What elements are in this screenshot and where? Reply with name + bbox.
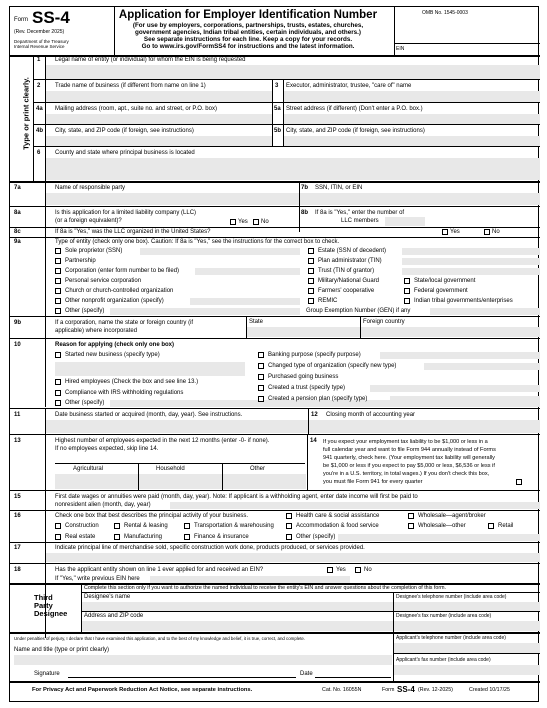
designee-address-input[interactable] [82, 621, 393, 631]
entity-option: Church or church-controlled organization [65, 288, 174, 294]
line18-yes-checkbox[interactable] [327, 567, 333, 573]
line9b-state-input[interactable] [247, 327, 360, 337]
line5b-label: City, state, and ZIP code (if foreign, see instructions) [286, 128, 425, 134]
activity-option: Transportation & warehousing [194, 523, 274, 529]
reason-option: Purchased going business [268, 374, 339, 380]
line8b-label-1: If 8a is "Yes," enter the number of [315, 210, 405, 216]
footer-rev: (Rev. 12-2025) [418, 687, 453, 693]
form-subtitle-2: government agencies, Indian tribal entities, certain individuals, and others.) [134, 29, 362, 36]
omb-number: OMB No. 1545-0003 [422, 10, 468, 16]
dept-line1: Department of the Treasury [14, 39, 69, 44]
designee-heading: Designee [34, 609, 68, 618]
entity-tribal-checkbox[interactable] [404, 298, 410, 304]
entity-option: Federal government [414, 288, 468, 294]
reason-purchased-checkbox[interactable] [258, 374, 264, 380]
line18-label-2: If "Yes," write previous EIN here [55, 576, 140, 582]
activity-retail-checkbox[interactable] [488, 523, 494, 529]
employees-household-input[interactable] [139, 474, 222, 489]
entity-federal-checkbox[interactable] [404, 288, 410, 294]
activity-option: Health care & social assistance [296, 513, 380, 519]
cat-number: Cat. No. 16055N [322, 687, 362, 693]
form-number: SS-4 [32, 8, 70, 27]
line14-text: If you expect your employment tax liability to be $1,000 or less in a [323, 439, 488, 445]
form944-checkbox[interactable] [516, 479, 522, 485]
designee-heading: Third [34, 593, 53, 602]
entity-nonprofit-checkbox[interactable] [55, 298, 61, 304]
activity-option: Retail [498, 523, 514, 529]
line13-label-1: Highest number of employees expected in the next 12 months (enter -0- if none). [55, 438, 270, 444]
form-subtitle-3: See separate instructions for each line. Keep a copy for your records. [143, 36, 353, 43]
line4a-input[interactable] [46, 114, 272, 124]
line9b-foreign-input[interactable] [361, 327, 540, 337]
reason-compliance-checkbox[interactable] [55, 390, 61, 396]
employees-other-input[interactable] [223, 474, 306, 489]
line15-label-2: nonresident alien (month, day, year) [55, 502, 151, 508]
line16-label: Check one box that best describes the principal activity of your business. [55, 513, 249, 519]
activity-option: Finance & insurance [194, 534, 249, 540]
entity-state-gov-checkbox[interactable] [404, 278, 410, 284]
designee-fax-label: Designee's fax number (include area code) [396, 613, 492, 619]
dept-line2: Internal Revenue Service [14, 44, 65, 49]
entity-option: Sole proprietor (SSN) [65, 248, 123, 254]
line15-input[interactable] [170, 502, 540, 509]
line6-input[interactable] [46, 158, 540, 180]
line17-input[interactable] [46, 553, 540, 562]
designee-heading: Party [34, 601, 53, 610]
form-label: Form [14, 17, 28, 23]
line9b-label-2: applicable) where incorporated [55, 328, 138, 334]
line8a-yes-label: Yes [238, 219, 248, 225]
entity-option: REMIC [318, 298, 338, 304]
activity-option: Rental & leasing [124, 523, 168, 529]
entity-psc-checkbox[interactable] [55, 278, 61, 284]
activity-option: Construction [65, 523, 99, 529]
line5a-input[interactable] [284, 114, 540, 124]
reason-new-business-checkbox[interactable] [55, 352, 61, 358]
entity-military-checkbox[interactable] [308, 278, 314, 284]
line3-label: Executor, administrator, trustee, "care of" name [286, 83, 412, 89]
activity-rental-checkbox[interactable] [114, 523, 120, 529]
footer-created: Created 10/17/25 [469, 687, 510, 693]
applicant-phone-label: Applicant's telephone number (include area code) [396, 635, 506, 641]
trust-type-input[interactable] [370, 385, 540, 392]
nonprofit-specify-input[interactable] [190, 298, 300, 305]
entity-option: Other nonprofit organization (specify) [65, 298, 164, 304]
reason-option: Created a trust (specify type) [268, 385, 346, 391]
activity-option: Real estate [65, 534, 96, 540]
line17-label: Indicate principal line of merchandise sold, specific construction work done, products produced, or services provided. [55, 545, 365, 551]
line14-text: 941 quarterly, check here. (Your employment tax liability will generally [323, 455, 495, 461]
entity-option: Personal service corporation [65, 278, 142, 284]
line11-input[interactable] [46, 420, 308, 433]
entity-church-checkbox[interactable] [55, 288, 61, 294]
line8a-yes-checkbox[interactable] [230, 219, 236, 225]
employees-agricultural-label: Agricultural [73, 466, 104, 472]
activity-other-checkbox[interactable] [286, 534, 292, 540]
line8a-label-2: (or a foreign equivalent)? [55, 218, 122, 224]
entity-corporation-checkbox[interactable] [55, 268, 61, 274]
signature-label: Signature [34, 671, 60, 677]
reason-other-checkbox[interactable] [55, 400, 61, 406]
entity-option: Plan administrator (TIN) [318, 258, 382, 264]
line6-label: County and state where principal business is located [55, 150, 195, 156]
reason-option: Hired employees (Check the box and see line 13.) [65, 379, 199, 385]
line5b-input[interactable] [284, 136, 540, 146]
previous-ein-input[interactable] [150, 576, 350, 583]
privacy-notice: For Privacy Act and Paperwork Reduction Act Notice, see separate instructions. [32, 687, 253, 693]
reason-option: Created a pension plan (specify type) [268, 396, 368, 402]
line9a-label: Type of entity (check only one box). Caution: If 8a is "Yes," see the instructions for the correct box to check. [55, 239, 340, 245]
activity-wholesale-agent-checkbox[interactable] [408, 513, 414, 519]
line7a-label: Name of responsible party [55, 185, 126, 191]
form-page: Form SS-4 (Rev. December 2025) Department of the Treasury Internal Revenue Service Application for Employer Identification Number (For use by employers, corporations, partnerships, trusts, estates, churches, government agencies, Indian tribal entities, certain individuals, and others.) See separate instructions for each line. Keep a copy for your records. Go to www.irs.gov/FormSS4 for instructions and the latest information. OMB No. 1545-0003 EIN Type or print clearly. 1 Legal name of entity (or individual) for whom the EIN is being requested 2 Trade name of business (if different from name on line 1) 3 Executor, administrator, trustee, "care of" name 4a Mailing address (room, apt., suite no. and street, or P.O. box) 5a Street address (if different) (Don't enter a P.O. box.) 4b City, state, and ZIP code (if foreign, see instructions) 5b City, state, and ZIP code (if foreign, see instructions) 6 County and state where principal business is located 7a Name of responsible party 7b SSN, ITIN, or EIN 8a Is this application for a limited liability company (LLC) (or a foreign equivalent)? Yes No 8b If 8a is "Yes," enter the number of LLC members 8c If 8a is "Yes," was the LLC organized in the United States? Yes No 9a Type of entity (check only one box). Caution: If 8a is "Yes," see the instructions for the correct box to check. Sole proprietor (SSN) Partnership Corporation (enter form number to be filed) Personal service corporation Church or church-controlled organization Other nonprofit organization (specify) Other (specify) Estate (SSN of decedent) Plan administrator (TIN) Trust (TIN of grantor) Military/National Guard State/local government Farmers' cooperative Federal government REMIC Indian tribal governments/enterprises Group Exemption Number (GEN) if any 9b If a corporation, name the state or foreign country (if applicable) where incorporated State Foreign country 10 Reason for applying (check only one box) Started new business (specify type) Hired employees (Check the box and see line 13.) Compliance with IRS withholding regulations Other (specify) Banking purpose (specify purpose) Changed type of organization (specify new type) Purchased going business Created a trust (specify type) Created a pension plan (specify type) 11 Date business started or acquired (month, day, year). See instructions. 12 Closing month of accounting year 13 Highest number of employees expected in the next 12 months (enter -0- if none). If no employees expected, skip line 14. Agricultural Household Other 14 If you expect your employment tax liability to be $1,000 or less in a full calendar year and want to file Form 944 annually instead of Forms 941 quarterly, check here. (Your employment tax liability will generally be $1,000 or less if you expect to pay $5,000 or less, $6,536 or less if you're in a U.S. territory, in total wages.) If you don't check this box, you must file Form 941 for every quarter 15 First date wages or annuities were paid (month, day, year). Note: If applicant is a withholding agent, enter date income will first be paid to nonresident alien (month, day, year) 16 Check one box that best describes the principal activity of your business. Construction Rental & leasing Transportation & warehousing Real estate Manufacturing Finance & insurance Health care & social assistance Accommodation & food service Other (specify) Wholesale—agent/broker Wholesale—other Retail 17 Indicate principal line of merchandise sold, specific construction work done, products produced, or services provided. 18 Has the applicant entity shown on line 1 ever applied for and received an EIN? Yes No If "Yes," write previous EIN here Third Party Designee Complete this section only if you want to authorize the named individual to receive the entity's EIN and answer questions about the completion of this form. Designee's name Designee's telephone number (include area code) Address and ZIP code Designee's fax number (include area code) Under penalties of perjury, I declare that I have examined this application, and to the best of my knowledge and belief, it is true, correct, and complete. Applicant's telephone number (include area code) Name and title (type or print clearly) Applicant's fax number (include area code) Signature Date For Privacy Act and Paperwork Reduction Act Notice, see separate instructions. Cat. No. 16055N Form SS-4 (Rev. 12-2025) Created 10/17/25 [9, 6, 539, 702]
activity-wholesale-other-checkbox[interactable] [408, 523, 414, 529]
estate-ssn-input[interactable] [402, 248, 540, 255]
line3-input[interactable] [284, 91, 540, 102]
designee-phone-label: Designee's telephone number (include area code) [396, 594, 507, 600]
line10-label: Reason for applying (check only one box) [55, 342, 175, 348]
activity-option: Wholesale—other [418, 523, 466, 529]
designee-fax-input[interactable] [394, 621, 540, 631]
new-type-input[interactable] [424, 363, 540, 370]
designee-name-input[interactable] [82, 602, 393, 611]
line14-text: full calendar year and want to file Form 944 annually instead of Forms [323, 447, 496, 453]
applicant-phone-input[interactable] [394, 643, 540, 653]
line13-label-2: If no employees expected, skip line 14. [55, 446, 159, 452]
entity-estate-checkbox[interactable] [308, 248, 314, 254]
activity-manufacturing-checkbox[interactable] [114, 534, 120, 540]
reason-pension-checkbox[interactable] [258, 396, 264, 402]
designee-address-label: Address and ZIP code [84, 613, 144, 619]
rev-date: (Rev. December 2025) [14, 29, 65, 35]
line8a-label-1: Is this application for a limited liability company (LLC) [55, 210, 197, 216]
side-label: Type or print clearly. [21, 77, 31, 150]
line2-input[interactable] [46, 91, 272, 102]
entity-sole-proprietor-checkbox[interactable] [55, 248, 61, 254]
banking-purpose-input[interactable] [380, 352, 540, 359]
line14-text: be $1,000 or less if you expect to pay $5,000 or less, $6,536 or less if [323, 463, 495, 469]
name-title-label: Name and title (type or print clearly) [14, 647, 110, 653]
reason-option: Banking purpose (specify purpose) [268, 352, 361, 358]
entity-option: Corporation (enter form number to be filed) [65, 268, 180, 274]
applicant-fax-label: Applicant's fax number (include area code) [396, 657, 491, 663]
ssn-input[interactable] [140, 248, 300, 255]
line9b-label-1: If a corporation, name the state or foreign country (if [55, 320, 194, 326]
entity-option: Trust (TIN of grantor) [318, 268, 375, 274]
designee-name-label: Designee's name [84, 594, 131, 600]
entity-option: Partnership [65, 258, 96, 264]
line12-input[interactable] [309, 420, 540, 433]
entity-option: State/local government [414, 278, 476, 284]
gen-label: Group Exemption Number (GEN) if any [306, 308, 411, 314]
entity-plan-admin-checkbox[interactable] [308, 258, 314, 264]
activity-option: Other (specify) [296, 534, 336, 540]
line15-label-1: First date wages or annuities were paid (month, day, year). Note: If applicant is a withholding agent, enter date income will first be paid to [55, 494, 418, 500]
line2-label: Trade name of business (if different from name on line 1) [55, 83, 206, 89]
trust-tin-input[interactable] [402, 268, 540, 275]
entity-option: Estate (SSN of decedent) [318, 248, 387, 254]
line9b-foreign-label: Foreign country [363, 319, 405, 325]
line7a-input[interactable] [46, 193, 299, 205]
reason-changed-type-checkbox[interactable] [258, 363, 264, 369]
line4b-label: City, state, and ZIP code (if foreign, see instructions) [55, 128, 194, 134]
form-subtitle-4: Go to www.irs.gov/FormSS4 for instructions and the latest information. [141, 43, 355, 50]
pension-type-input[interactable] [390, 396, 540, 403]
line18-no-label: No [364, 567, 372, 573]
employees-agricultural-input[interactable] [55, 474, 138, 489]
line4b-input[interactable] [46, 136, 272, 146]
corp-form-input[interactable] [195, 268, 300, 275]
reason-banking-checkbox[interactable] [258, 352, 264, 358]
footer-form-number: SS-4 [397, 685, 415, 694]
entity-farmers-checkbox[interactable] [308, 288, 314, 294]
entity-option: Farmers' cooperative [318, 288, 375, 294]
line5a-label: Street address (if different) (Don't enter a P.O. box.) [286, 106, 423, 112]
activity-option: Wholesale—agent/broker [418, 513, 486, 519]
reason-hired-employees-checkbox[interactable] [55, 379, 61, 385]
gen-input[interactable] [430, 308, 540, 315]
employees-other-label: Other [250, 466, 266, 472]
line14-text: you're in a U.S. territory, in total wages.) If you don't check this box, [323, 471, 490, 477]
activity-option: Accommodation & food service [296, 523, 379, 529]
line8a-no-checkbox[interactable] [253, 219, 259, 225]
line9b-state-label: State [249, 319, 264, 325]
line4a-label: Mailing address (room, apt., suite no. and street, or P.O. box) [55, 106, 217, 112]
entity-other-checkbox[interactable] [55, 308, 61, 314]
line8b-label-2: LLC members [341, 218, 379, 224]
other-entity-input[interactable] [110, 308, 300, 315]
ein-label: EIN [396, 46, 405, 52]
line7b-input[interactable] [300, 193, 540, 205]
line8c-no-checkbox[interactable] [484, 229, 490, 235]
activity-other-input[interactable] [338, 534, 540, 541]
line8b-input[interactable] [385, 217, 425, 226]
activity-option: Manufacturing [124, 534, 163, 540]
reason-trust-checkbox[interactable] [258, 385, 264, 391]
activity-health-checkbox[interactable] [286, 513, 292, 519]
date-label: Date [300, 671, 313, 677]
line8c-yes-checkbox[interactable] [442, 229, 448, 235]
activity-construction-checkbox[interactable] [55, 523, 61, 529]
entity-option: Other (specify) [65, 308, 105, 314]
designee-phone-input[interactable] [394, 602, 540, 611]
entity-remic-checkbox[interactable] [308, 298, 314, 304]
line8c-label: If 8a is "Yes," was the LLC organized in the United States? [55, 229, 211, 235]
name-title-input[interactable] [14, 655, 392, 665]
entity-partnership-checkbox[interactable] [55, 258, 61, 264]
reason-option: Compliance with IRS withholding regulations [65, 390, 184, 396]
activity-finance-checkbox[interactable] [184, 534, 190, 540]
line12-label: Closing month of accounting year [326, 412, 416, 418]
line7b-label: SSN, ITIN, or EIN [315, 185, 363, 191]
entity-option: Indian tribal governments/enterprises [414, 298, 513, 304]
reason-option: Other (specify) [65, 400, 105, 406]
reason-option: Changed type of organization (specify new type) [268, 363, 397, 369]
perjury-statement: Under penalties of perjury, I declare that I have examined this application, and to the best of my knowledge and belief, it is true, correct, and complete. [14, 636, 306, 641]
line8a-no-label: No [261, 219, 269, 225]
activity-real-estate-checkbox[interactable] [55, 534, 61, 540]
line18-no-checkbox[interactable] [355, 567, 361, 573]
line18-yes-label: Yes [336, 567, 346, 573]
footer-form-label: Form [382, 687, 395, 693]
line18-label-1: Has the applicant entity shown on line 1 ever applied for and received an EIN? [55, 567, 264, 573]
entity-option: Military/National Guard [318, 278, 380, 284]
line8c-no-label: No [492, 229, 500, 235]
line14-text: you must file Form 941 for every quarter [323, 479, 423, 485]
designee-intro: Complete this section only if you want to authorize the named individual to receive the entity's EIN and answer questions about the completion of this form. [84, 585, 446, 591]
plan-tin-input[interactable] [402, 258, 540, 265]
form-title: Application for Employer Identification Number [118, 9, 378, 21]
new-business-type-input[interactable] [55, 362, 245, 376]
line1-input[interactable] [46, 65, 540, 79]
line8c-yes-label: Yes [450, 229, 460, 235]
line11-label: Date business started or acquired (month, day, year). See instructions. [55, 412, 243, 418]
reason-option: Started new business (specify type) [65, 352, 160, 358]
activity-accommodation-checkbox[interactable] [286, 523, 292, 529]
form-subtitle-1: (For use by employers, corporations, partnerships, trusts, estates, churches, [132, 22, 364, 29]
entity-trust-checkbox[interactable] [308, 268, 314, 274]
line1-label: Legal name of entity (or individual) for whom the EIN is being requested [55, 57, 246, 63]
employees-household-label: Household [156, 466, 185, 472]
activity-transport-checkbox[interactable] [184, 523, 190, 529]
applicant-fax-input[interactable] [394, 665, 540, 675]
